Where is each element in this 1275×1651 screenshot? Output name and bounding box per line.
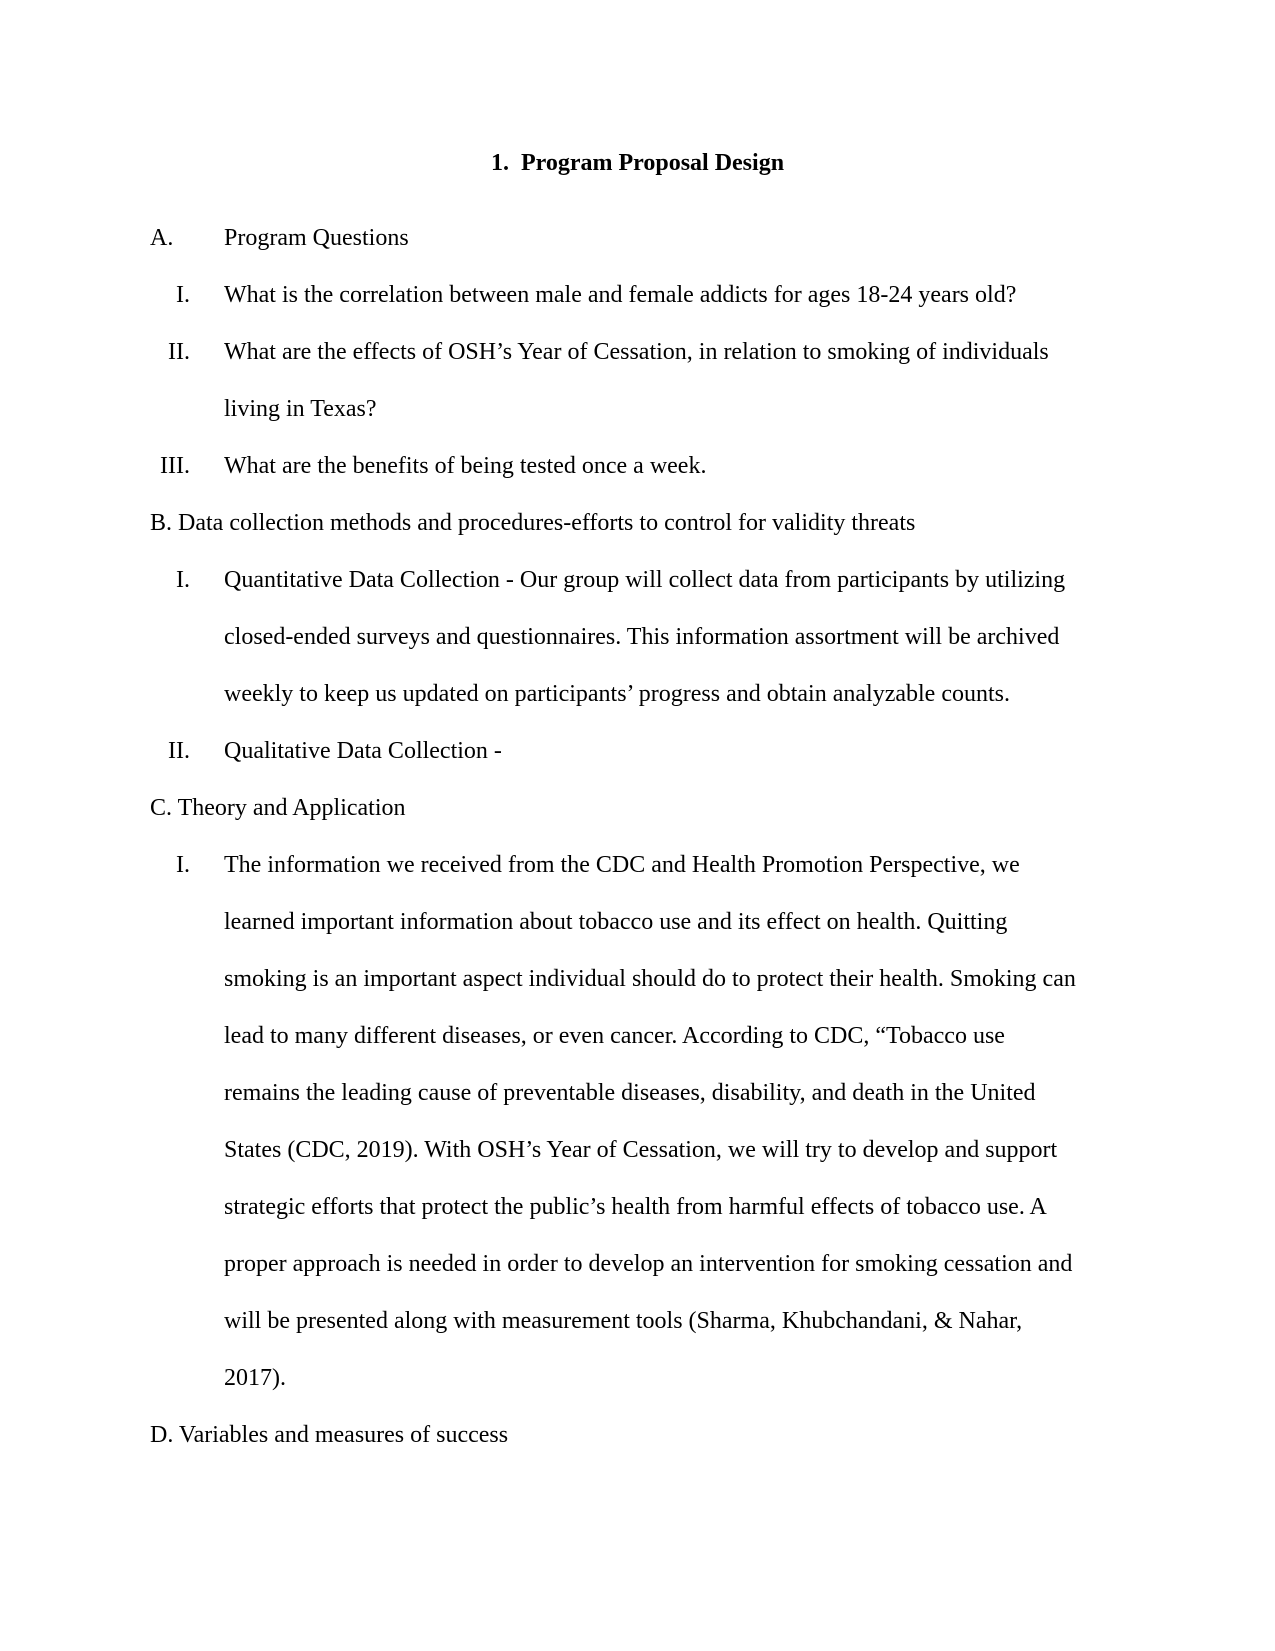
list-item-text: States (CDC, 2019). With OSH’s Year of Cessation, we will try to develop and support — [224, 1137, 1058, 1163]
section-a-heading — [150, 210, 1110, 267]
list-item-text: Quantitative Data Collection - Our group will collect data from participants by utilizing — [224, 567, 1066, 593]
list-item-text: lead to many different diseases, or even cancer. According to CDC, “Tobacco use — [224, 1023, 1005, 1049]
list-item-text: remains the leading cause of preventable diseases, disability, and death in the United — [224, 1080, 1036, 1106]
section-d-heading — [150, 1407, 1110, 1464]
list-item-c-i — [150, 837, 1110, 894]
list-item-c-i-continued — [150, 1293, 1110, 1350]
section-d-heading-text: D. Variables and measures of success — [150, 1422, 509, 1448]
list-item-c-i-continued — [150, 1350, 1110, 1407]
list-item-text: smoking is an important aspect individual should do to protect their health. Smoking can — [224, 966, 1076, 992]
page-title — [0, 148, 1275, 178]
list-item-a-ii-continued — [150, 381, 1110, 438]
list-item-text: What is the correlation between male and female addicts for ages 18-24 years old? — [224, 282, 1017, 308]
title-number: 1. — [490, 150, 509, 176]
list-marker: I. — [176, 567, 190, 593]
list-item-c-i-continued — [150, 1179, 1110, 1236]
list-marker: II. — [168, 738, 190, 764]
section-a-marker: A. — [150, 225, 174, 251]
list-item-c-i-continued — [150, 1236, 1110, 1293]
list-item-text: will be presented along with measurement tools (Sharma, Khubchandani, & Nahar, — [224, 1308, 1023, 1334]
list-item-c-i-continued — [150, 951, 1110, 1008]
list-item-text: Qualitative Data Collection - — [224, 738, 502, 764]
list-item-text: learned important information about tobacco use and its effect on health. Quitting — [224, 909, 1008, 935]
document-body — [150, 210, 1110, 1464]
list-marker: I. — [176, 282, 190, 308]
list-item-b-i-continued — [150, 666, 1110, 723]
list-marker: I. — [176, 852, 190, 878]
list-item-a-iii — [150, 438, 1110, 495]
list-item-a-i — [150, 267, 1110, 324]
list-item-c-i-continued — [150, 1008, 1110, 1065]
list-item-a-ii — [150, 324, 1110, 381]
section-a-heading-text: Program Questions — [224, 225, 409, 251]
list-marker: III. — [160, 453, 190, 479]
list-item-text: What are the effects of OSH’s Year of Cessation, in relation to smoking of individuals — [224, 339, 1049, 365]
section-b-heading-text: B. Data collection methods and procedures-efforts to control for validity threats — [150, 510, 916, 536]
section-b-heading — [150, 495, 1110, 552]
section-c-heading — [150, 780, 1110, 837]
list-item-text: proper approach is needed in order to develop an intervention for smoking cessation and — [224, 1251, 1073, 1277]
list-marker: II. — [168, 339, 190, 365]
list-item-text: living in Texas? — [224, 396, 377, 422]
list-item-c-i-continued — [150, 1065, 1110, 1122]
list-item-b-i-continued — [150, 609, 1110, 666]
list-item-text: closed-ended surveys and questionnaires. This information assortment will be archived — [224, 624, 1060, 650]
list-item-b-ii — [150, 723, 1110, 780]
title-text: Program Proposal Design — [520, 150, 785, 176]
list-item-text: What are the benefits of being tested once a week. — [224, 453, 707, 479]
list-item-text: The information we received from the CDC and Health Promotion Perspective, we — [224, 852, 1020, 878]
list-item-text: 2017). — [224, 1365, 286, 1391]
list-item-c-i-continued — [150, 894, 1110, 951]
list-item-b-i — [150, 552, 1110, 609]
list-item-c-i-continued — [150, 1122, 1110, 1179]
list-item-text: weekly to keep us updated on participants’ progress and obtain analyzable counts. — [224, 681, 1010, 707]
list-item-text: strategic efforts that protect the public’s health from harmful effects of tobacco use. A — [224, 1194, 1047, 1220]
section-c-heading-text: C. Theory and Application — [150, 795, 406, 821]
